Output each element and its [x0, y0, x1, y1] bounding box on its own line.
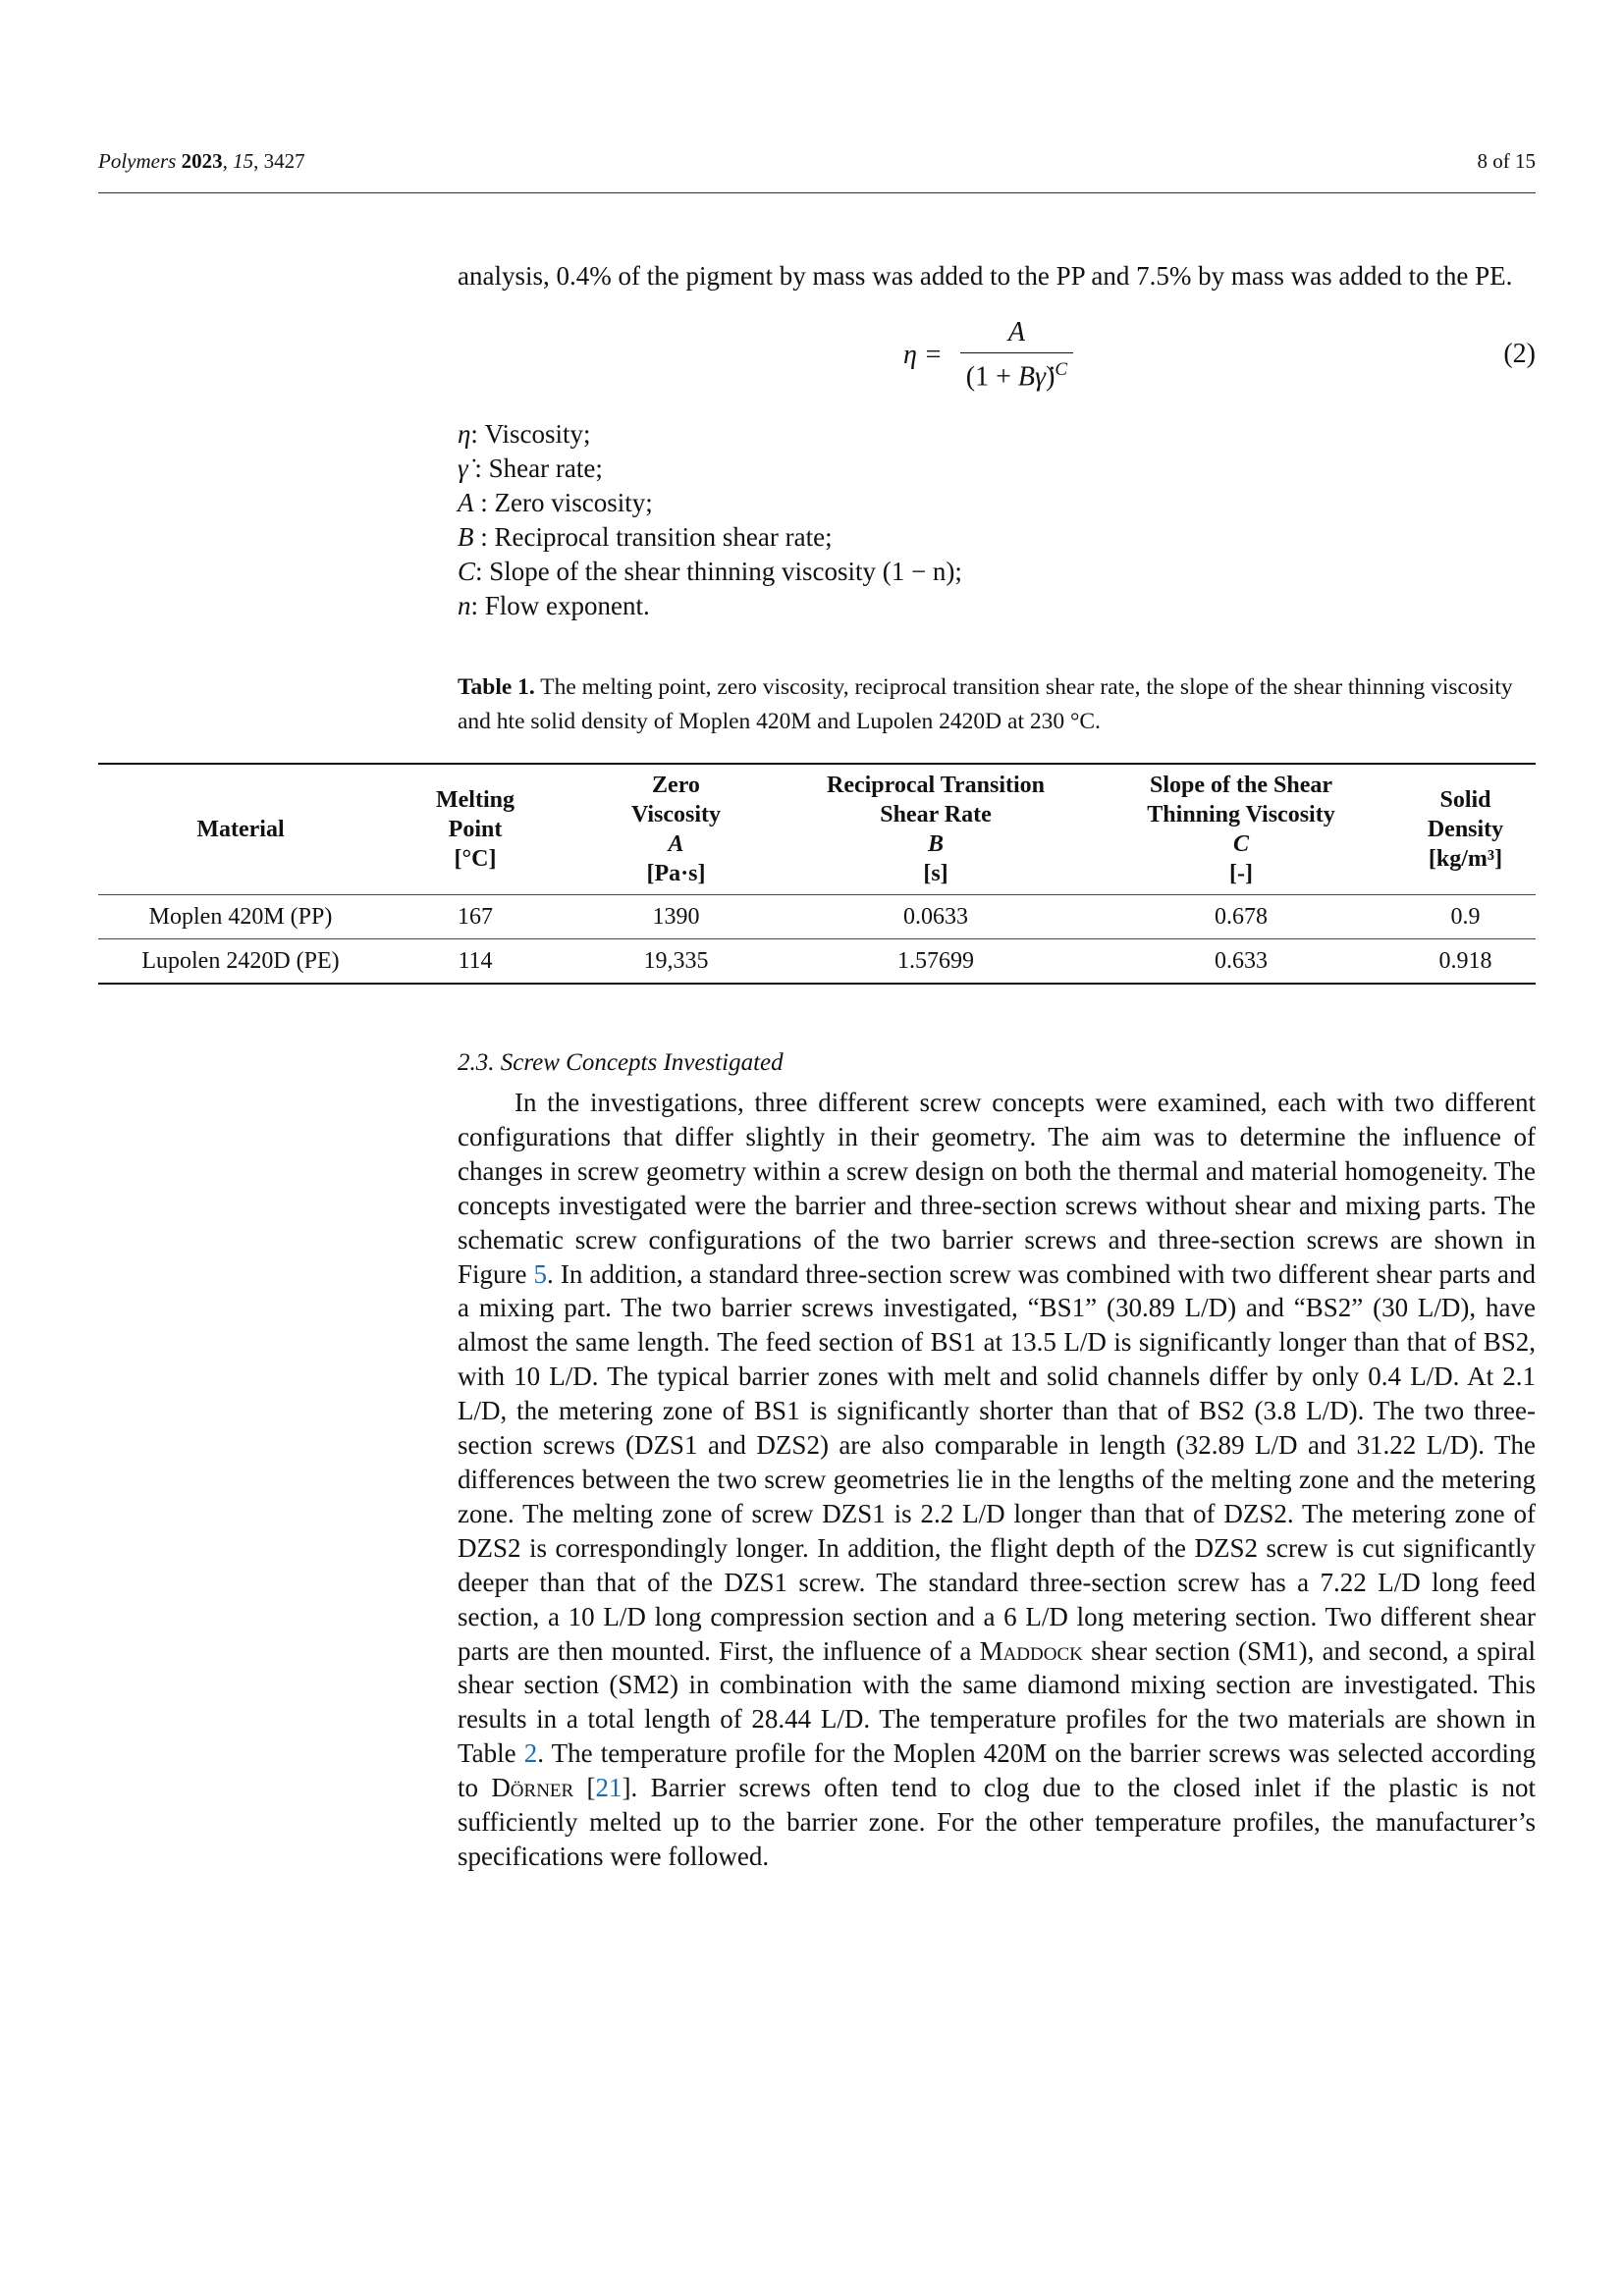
equation-fraction — [960, 317, 1073, 393]
equation-lhs: η = — [903, 339, 943, 370]
column-header-material: Material — [98, 764, 383, 895]
equation-numerator: A — [1007, 317, 1025, 347]
equation-2 — [458, 317, 1536, 405]
author-name-maddock: Maddock — [979, 1635, 1083, 1666]
variable-item: A : Zero viscosity; — [458, 488, 653, 517]
variable-item: B : Reciprocal transition shear rate; — [458, 522, 833, 552]
cell-shear-thinning-slope: 0.633 — [1087, 939, 1395, 985]
body-paragraph: In the investigations, three different screw concepts were examined, each with two different configurations that differ slightly in their geometry. The aim was to determine the influence of changes in screw geometry within a screw design on both the thermal and material homogeneity. The concepts investigated were the barrier and three-section screws without shear and mixing parts. The schematic screw configurations of the two barrier screws and three-section screws are shown in Figure 5. In addition, a standard three-section screw was combined with two different shear parts and a mixing part. The two barrier screws investigated, “BS1” (30.89 L/D) and “BS2” (30 L/D), have almost the same length. The feed section of BS1 at 13.5 L/D is significantly longer than that of BS2, with 10 L/D. The typical barrier zones with melt and solid channels differ by only 0.4 L/D. At 2.1 L/D, the metering zone of BS1 is significantly shorter than that of BS2 (3.8 L/D). The two three-section screws (DZS1 and DZS2) are also comparable in length (32.89 L/D and 31.22 L/D). The differences between the two screw geometries lie in the lengths of the melting zone and the metering zone. The melting zone of screw DZS1 is 2.2 L/D longer than that of DZS2. The metering zone of DZS2 is correspondingly longer. In addition, the flight depth of the DZS2 screw is cut significantly deeper than that of the DZS1 screw. The standard three-section screw has a 7.22 L/D long feed section, a 10 L/D long compression section and a 6 L/D long metering section. Two different shear parts are then mounted. First, the influence of a Maddock shear section (SM1), and second, a spiral shear section (SM2) in combination with the same diamond mixing section are investigated. This results in a total length of 28.44 L/D. The temperature profiles for the two materials are shown in Table 2. The temperature profile for the Moplen 420M on the barrier screws was selected according to Dörner [21]. Barrier screws often tend to clog due to the closed inlet if the plastic is not sufficiently melted up to the barrier zone. For the other temperature profiles, the manufacturer’s specifications were followed. — [458, 1088, 1536, 1871]
page-number: 8 of 15 — [1477, 149, 1536, 173]
article-number: 3427 — [263, 149, 305, 173]
journal-year: 2023 — [181, 149, 223, 173]
cell-solid-density: 0.918 — [1395, 939, 1536, 985]
variable-item: γ̇ : Shear rate; — [458, 454, 603, 483]
cell-melting-point: 114 — [383, 939, 568, 985]
table-row — [98, 895, 1536, 939]
cell-material: Lupolen 2420D (PE) — [98, 939, 383, 985]
section-heading: 2.3. Screw Concepts Investigated — [458, 1049, 784, 1076]
cell-transition-shear-rate: 0.0633 — [785, 895, 1087, 939]
cell-zero-viscosity: 1390 — [568, 895, 785, 939]
column-header-shear-thinning-slope: Slope of the Shear Thinning Viscosity C [-] — [1087, 764, 1395, 895]
intro-paragraph: analysis, 0.4% of the pigment by mass was added to the PP and 7.5% by mass was added to the PE. — [458, 261, 1513, 291]
cell-material: Moplen 420M (PP) — [98, 895, 383, 939]
equation-number: (2) — [1503, 339, 1536, 369]
cell-zero-viscosity: 19,335 — [568, 939, 785, 985]
variable-item: η: Viscosity; — [458, 419, 591, 449]
journal-citation: Polymers 2023, 15, 3427 — [98, 149, 305, 173]
equation-exponent: C — [1055, 359, 1068, 380]
cell-melting-point: 167 — [383, 895, 568, 939]
variable-item: C: Slope of the shear thinning viscosity (1 − n); — [458, 557, 962, 586]
author-name-dorner: Dörner — [491, 1773, 574, 1803]
journal-name: Polymers — [98, 149, 177, 173]
table-header-row — [98, 764, 1536, 895]
journal-volume: 15 — [233, 149, 254, 173]
table-caption-label: Table 1. — [458, 674, 535, 700]
figure-ref-link[interactable]: 5 — [533, 1258, 548, 1289]
variable-item: n: Flow exponent. — [458, 591, 650, 620]
table-ref-link[interactable]: 2 — [523, 1738, 538, 1769]
table-caption-text: The melting point, zero viscosity, reciprocal transition shear rate, the slope of the shear thinning viscosity and hte solid density of Moplen 420M and Lupolen 2420D at 230 °C. — [458, 674, 1513, 734]
header-rule — [98, 192, 1536, 193]
column-header-melting-point: Melting Point [°C] — [383, 764, 568, 895]
column-header-zero-viscosity: Zero Viscosity A [Pa·s] — [568, 764, 785, 895]
material-properties-table — [98, 763, 1536, 985]
citation-ref-link[interactable]: 21 — [595, 1773, 623, 1803]
table-caption — [458, 670, 1536, 739]
column-header-solid-density: Solid Density [kg/m³] — [1395, 764, 1536, 895]
table-row — [98, 939, 1536, 985]
variable-list — [458, 417, 1536, 623]
column-header-transition-shear-rate: Reciprocal Transition Shear Rate B [s] — [785, 764, 1087, 895]
cell-solid-density: 0.9 — [1395, 895, 1536, 939]
equation-denominator: (1 + Bγ̇)$^C$ — [960, 352, 1073, 393]
cell-shear-thinning-slope: 0.678 — [1087, 895, 1395, 939]
section-body — [458, 1086, 1536, 1874]
cell-transition-shear-rate: 1.57699 — [785, 939, 1087, 985]
